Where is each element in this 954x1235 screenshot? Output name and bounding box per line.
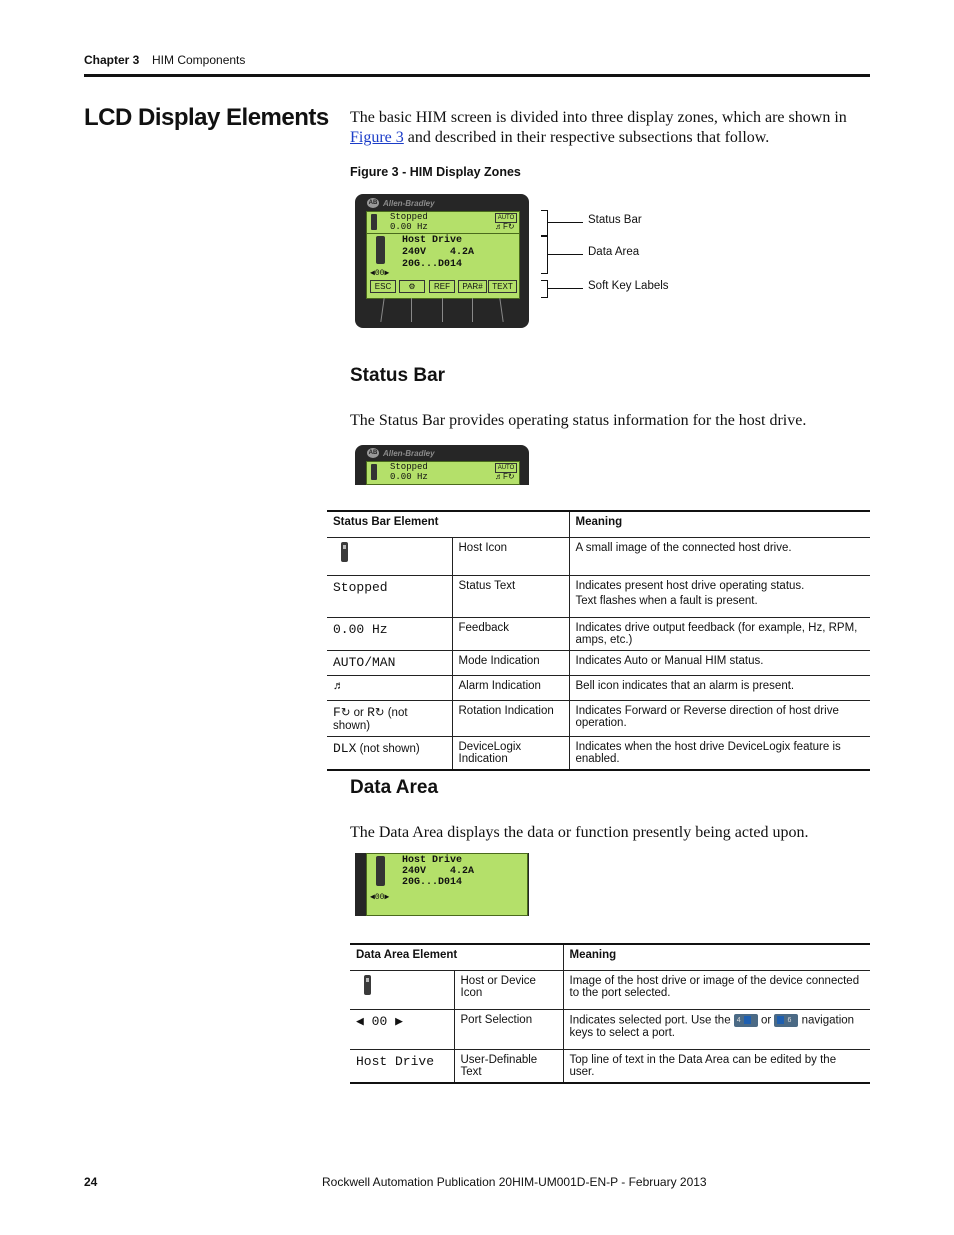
- intro-paragraph: The basic HIM screen is divided into three display zones, which are shown in Figure 3 and described in their respective subsections that follow.: [350, 109, 847, 146]
- data-area-tick: [548, 254, 583, 255]
- alarm-rotation-indicator: ♬F↻: [495, 222, 515, 231]
- rotation-icon: ↻: [507, 222, 515, 231]
- data-area-screen: [366, 853, 528, 916]
- him-display-figure: [355, 194, 529, 328]
- table-header-meaning: Meaning: [563, 944, 870, 970]
- ab-logo-icon-small: AB: [368, 450, 378, 456]
- data-line-1: Host Drive: [402, 235, 463, 246]
- data-area-paragraph: The Data Area displays the data or function presently being acted upon.: [350, 824, 809, 841]
- page-number: 24: [84, 1175, 98, 1189]
- page-title: LCD Display Elements: [84, 104, 329, 131]
- softkey-tick: [548, 288, 583, 289]
- lcd-screen: [366, 211, 520, 299]
- table-row: F↻ or R↻ (not shown) Rotation Indication Indicates Forward or Reverse direction of host drive operation.: [327, 700, 870, 736]
- figure-caption: Figure 3 - HIM Display Zones: [350, 165, 521, 179]
- data-line-1: Host Drive: [402, 855, 463, 866]
- status-text: Stopped: [390, 212, 428, 222]
- host-drive-icon: [341, 542, 348, 562]
- feedback-text: 0.00 Hz: [390, 222, 428, 232]
- left-nav-key-icon: 4: [734, 1014, 758, 1027]
- table-row: DLX (not shown) DeviceLogix Indication Indicates when the host drive DeviceLogix feature is enabled.: [327, 736, 870, 770]
- host-icon: [371, 214, 377, 230]
- status-bar-table: [327, 510, 870, 771]
- key-line-3: [442, 298, 443, 322]
- ab-logo-icon: AB: [368, 200, 378, 206]
- table-row: Host Drive User-Definable Text Top line of text in the Data Area can be edited by the user.: [350, 1049, 870, 1083]
- table-row: Host Icon A small image of the connected host drive.: [327, 537, 870, 575]
- port-selection: ◀00▶: [370, 269, 390, 278]
- mode-indicator: AUTO: [495, 213, 517, 223]
- status-text-small: Stopped: [390, 462, 428, 472]
- key-line-5: [499, 298, 503, 322]
- data-line-2: 240V 4.2A: [402, 866, 475, 877]
- data-line-2: 240V 4.2A: [402, 247, 475, 258]
- key-line-1: [380, 298, 384, 322]
- rotation-icon: ↻: [340, 706, 351, 719]
- status-divider: [367, 233, 519, 234]
- softkey-folder-icon: ⚙: [399, 280, 425, 293]
- table-header-element: Data Area Element: [350, 944, 563, 970]
- right-arrow-icon: ▶: [395, 1013, 403, 1029]
- status-bar-figure: [355, 445, 529, 485]
- rotation-icon: ↻: [507, 472, 515, 481]
- data-area-table: [350, 943, 870, 1084]
- bell-icon: ♬: [333, 679, 345, 692]
- callout-data-area: Data Area: [588, 246, 640, 258]
- alarm-rotation-small: ♬F↻: [495, 472, 515, 481]
- right-nav-key-icon: 6: [774, 1014, 798, 1027]
- table-header-element: Status Bar Element: [327, 511, 569, 537]
- rotation-icon: ↻: [374, 706, 385, 719]
- key-line-4: [472, 298, 473, 322]
- mode-indicator-small: AUTO: [495, 463, 517, 473]
- callout-status-bar: Status Bar: [588, 214, 642, 226]
- brand-label: Allen-Bradley: [383, 199, 435, 208]
- brand-label-small: Allen-Bradley: [383, 449, 435, 458]
- data-line-3: 20G...D014: [402, 877, 463, 888]
- data-area-figure: [355, 853, 529, 916]
- status-bar-paragraph: The Status Bar provides operating status information for the host drive.: [350, 412, 807, 429]
- table-row: ♬ Alarm Indication Bell icon indicates that an alarm is present.: [327, 675, 870, 700]
- host-drive-icon: [376, 236, 385, 264]
- status-bar-tick: [548, 222, 583, 223]
- data-area-bracket: [541, 236, 548, 274]
- status-bar-bracket: [541, 210, 548, 236]
- softkey-ref: REF: [429, 280, 455, 293]
- softkey-par: PAR#: [458, 280, 487, 293]
- host-drive-icon: [364, 975, 371, 995]
- chapter-label: Chapter 3: [84, 53, 140, 67]
- table-row: Stopped Status Text Indicates present host drive operating status. Text flashes when a fault is present.: [327, 575, 870, 617]
- data-line-3: 20G...D014: [402, 259, 463, 270]
- publication-info: Rockwell Automation Publication 20HIM-UM001D-EN-P - February 2013: [322, 1175, 707, 1189]
- softkey-bracket: [541, 280, 548, 298]
- table-row: 0.00 Hz Feedback Indicates drive output feedback (for example, Hz, RPM, amps, etc.): [327, 617, 870, 650]
- bell-icon: ♬: [495, 222, 503, 231]
- key-line-2: [411, 298, 412, 322]
- left-arrow-icon: ◀: [356, 1013, 364, 1029]
- data-area-heading: Data Area: [350, 777, 439, 798]
- port-selection: ◀00▶: [370, 893, 390, 902]
- status-bar-heading: Status Bar: [350, 365, 446, 386]
- section-label: HIM Components: [152, 53, 246, 67]
- header-rule: [84, 74, 870, 77]
- table-row: AUTO/MAN Mode Indication Indicates Auto or Manual HIM status.: [327, 650, 870, 675]
- softkey-esc: ESC: [370, 280, 396, 293]
- table-row: Host or Device Icon Image of the host drive or image of the device connected to the port selected.: [350, 970, 870, 1009]
- bell-icon: ♬: [495, 472, 503, 481]
- table-header-meaning: Meaning: [569, 511, 870, 537]
- status-bar-screen: [366, 461, 520, 485]
- softkey-text: TEXT: [488, 280, 517, 293]
- host-drive-icon: [376, 856, 385, 886]
- feedback-text-small: 0.00 Hz: [390, 472, 428, 482]
- callout-softkey-labels: Soft Key Labels: [588, 280, 669, 292]
- host-icon-small: [371, 464, 377, 480]
- table-row: ◀ 00 ▶ Port Selection Indicates selected port. Use the 4 or 6 navigation keys to select a port.: [350, 1009, 870, 1049]
- figure-3-link[interactable]: Figure 3: [350, 129, 404, 146]
